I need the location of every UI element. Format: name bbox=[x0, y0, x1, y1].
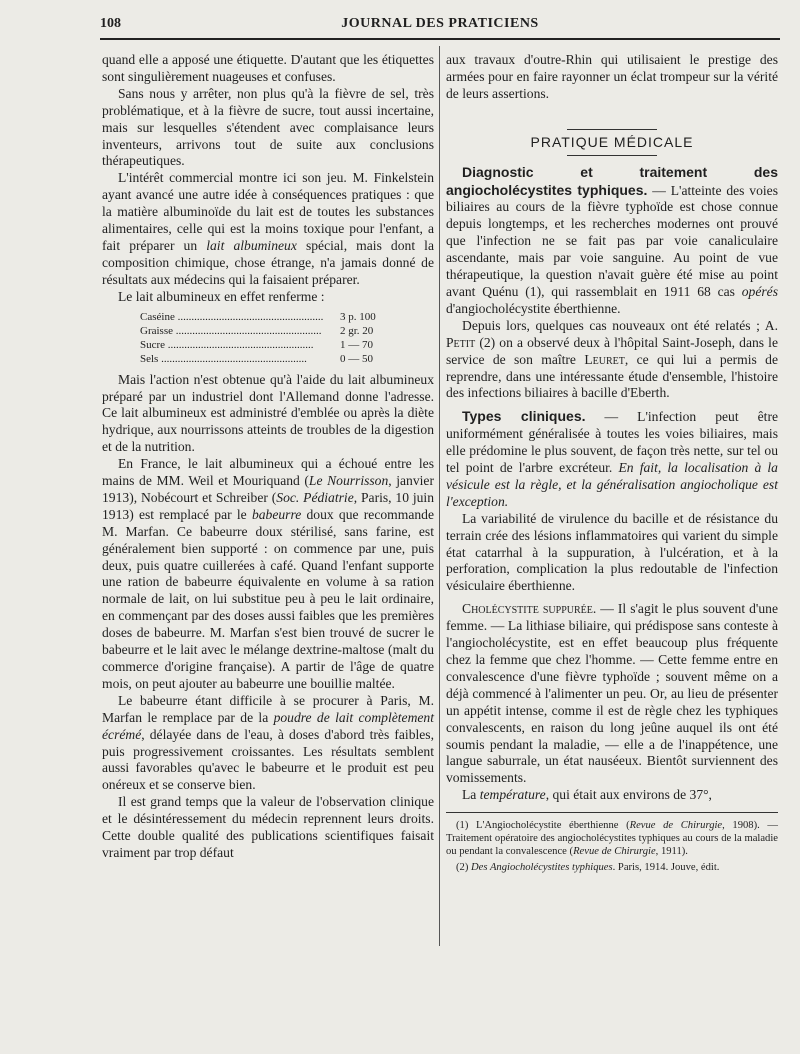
article-heading: Diagnostic et traitement des angiocholécystites typhiques. bbox=[446, 163, 778, 198]
paragraph: Types cliniques. — L'infection peut être uniformément généralisée à toutes les voies biliaires, mais elle prédomine le plus souvent, de façon très nette, sur tel ou tel point de l'arbre excréteur. En fait, la localisation à la vésicule est la règle, et la généralisation angiocholique est l'exception. bbox=[446, 408, 779, 509]
paragraph: Sans nous y arrêter, non plus qu'à la fièvre de sel, très problématique, et à la fièvre de sucre, tout aussi incertaine, mais sur lesquelles s'étendent avec complaisance leurs inventeurs, arrivons tout de suite aux conclusions thérapeutiques. bbox=[102, 85, 434, 169]
footnotes bbox=[446, 819, 778, 874]
paragraph: Le lait albumineux en effet renferme : bbox=[118, 288, 325, 304]
paragraph: quand elle a apposé une étiquette. D'autant que les étiquettes sont singulièrement nuageuses et confuses. bbox=[102, 52, 434, 84]
right-column bbox=[446, 52, 778, 877]
table-row: Graisse ..... 2 gr. 20 bbox=[140, 324, 394, 338]
paragraph: En France, le lait albumineux qui a échoué entre les mains de MM. Weil et Mouriquand (Le Nourrisson, janvier 1913), Nobécourt et Schreiber (Soc. Pédiatrie, Paris, 10 juin 1913) est remplacé par le babeurre doux que recommande M. Marfan. Ce babeurre doux stérilisé, sans farine, est généralement bien supporté : on commence par une, puis deux, puis quatre cuillerées à café. Quand l'enfant supporte une ration de babeurre équivalente en volume à sa ration normale de lait, on lui substitue peu à peu le lait ordinaire, en commençant par des doses aussi faibles que les premières doses de babeurre. M. Marfan s'est bien trouvé de sucrer le babeurre et le lait avec le mélange dextrine-maltose (malt du commerce d'origine française). A partir de l'âge de quatre mois, on peut ajouter au babeurre une bouillie maltée. bbox=[102, 456, 434, 691]
header-rule bbox=[100, 38, 780, 40]
page-number: 108 bbox=[100, 16, 121, 31]
footnote: (2) Des Angiocholécystites typhiques. Paris, 1914. Jouve, édit. bbox=[456, 862, 720, 874]
paragraph: Mais l'action n'est obtenue qu'à l'aide du lait albumineux préparé par un industriel dont l'Allemand donne l'adresse. Ce lait albumineux est administré d'emblée ou après la diète hydrique, aux nourrissons atteints de troubles de la digestion et de la nutrition. bbox=[102, 371, 434, 455]
section-heading bbox=[446, 129, 778, 156]
section-title: PRATIQUE MÉDICALE bbox=[530, 133, 694, 150]
subsection-heading: Types cliniques. bbox=[462, 408, 586, 425]
paragraph: Diagnostic et traitement des angiocholécystites typhiques. — L'atteinte des voies biliaires au cours de la fièvre typhoïde est chose connue depuis longtemps, et les recherches modernes ont prouvé que l'infection ne se fait pas par voie canaliculaire ascendante, mais par voie sanguine. Au point de vue thérapeutique, la question n'avait guère été mise au point avant Quénu (1), qui rassemblait en 1911 68 cas opérés d'angiocholécystite éberthienne. bbox=[446, 163, 779, 316]
table-row: Caséine ..... 3 p. 100 bbox=[140, 310, 394, 324]
journal-title: JOURNAL DES PRATICIENS bbox=[341, 16, 539, 31]
footnote-rule bbox=[446, 812, 778, 813]
paragraph: aux travaux d'outre-Rhin qui utilisaient le prestige des armées pour en faire rayonner un éclat trompeur sur la vérité de leurs assertions. bbox=[446, 52, 778, 101]
left-column bbox=[102, 52, 434, 862]
paragraph: Il est grand temps que la valeur de l'observation clinique et le désintéressement du médecin reprennent leurs droits. Cette double qualité des publications scientifiques faisait vraiment par trop défaut bbox=[102, 794, 434, 860]
footnote: (1) L'Angiocholécystite éberthienne (Revue de Chirurgie, 1908). — Traitement opératoire des angiocholécystites typhiques au cours de la maladie ou pendant la convalescence (Revue de Chirurgie, 1911). bbox=[446, 820, 778, 858]
paragraph: Depuis lors, quelques cas nouveaux ont été relatés ; A. Petit (2) on a observé deux à l'hôpital Saint-Joseph, dans le service de son maître Leuret, ce qui lui a permis de reprendre, dans une intéressante étude d'ensemble, l'histoire des infections biliaires à bacille d'Eberth. bbox=[446, 317, 778, 401]
column-divider bbox=[439, 46, 440, 946]
paragraph: Cholécystite suppurée. — Il s'agit le plus souvent d'une femme. — La lithiase biliaire, qui prédispose sans conteste à l'angiocholécystite, est en effet beaucoup plus fréquente chez la femme que chez l'homme. — Cette femme entre en convalescence d'une fièvre typhoïde ; souvent même on a déjà commencé à l'alimenter un peu. Or, au lieu de présenter un appétit intense, comme il est de règle chez les typhiques convalescents, en raison du long jeûne auquel ils ont été soumis pendant la maladie, — elle a de l'inappétence, une langue saburrale, un état nauséeux. Bientôt surviennent des vomissements. bbox=[446, 601, 778, 786]
paragraph: L'intérêt commercial montre ici son jeu. M. Finkelstein ayant avancé une autre idée à conséquences pratiques : que la matière albuminoïde du lait est de toutes les substances alimentaires, celle qui est la moins toxique pour l'enfant, a fait préparer un lait albumineux spécial, mais dont la composition chimique, chose étrange, n'a jamais donné de résultats aux médecins qui la faisaient préparer. bbox=[102, 170, 434, 287]
paragraph: Le babeurre étant difficile à se procurer à Paris, M. Marfan le remplace par de la poudre de lait complètement écrémé, délayée dans de l'eau, à doses d'abord très faibles, puis progressivement croissantes. Les résultats semblent aussi favorables qu'avec le babeurre et le produit est peu onéreux et se conserve bien. bbox=[102, 692, 435, 793]
composition-table bbox=[140, 310, 394, 366]
table-row: Sels ..... 0 — 50 bbox=[140, 352, 394, 366]
subsection-heading: Cholécystite suppurée. bbox=[462, 601, 597, 617]
table-row: Sucre ..... 1 — 70 bbox=[140, 338, 394, 352]
paragraph: La température, qui était aux environs de 37°, bbox=[462, 787, 712, 803]
page-header bbox=[100, 14, 780, 36]
paragraph: La variabilité de virulence du bacille et de résistance du terrain crée des lésions inflammatoires qui varient du simple état catarrhal à la suppuration, à l'ulcération, et à la perforation, complication la plus redoutable de l'infection vésiculaire éberthienne. bbox=[446, 510, 778, 594]
